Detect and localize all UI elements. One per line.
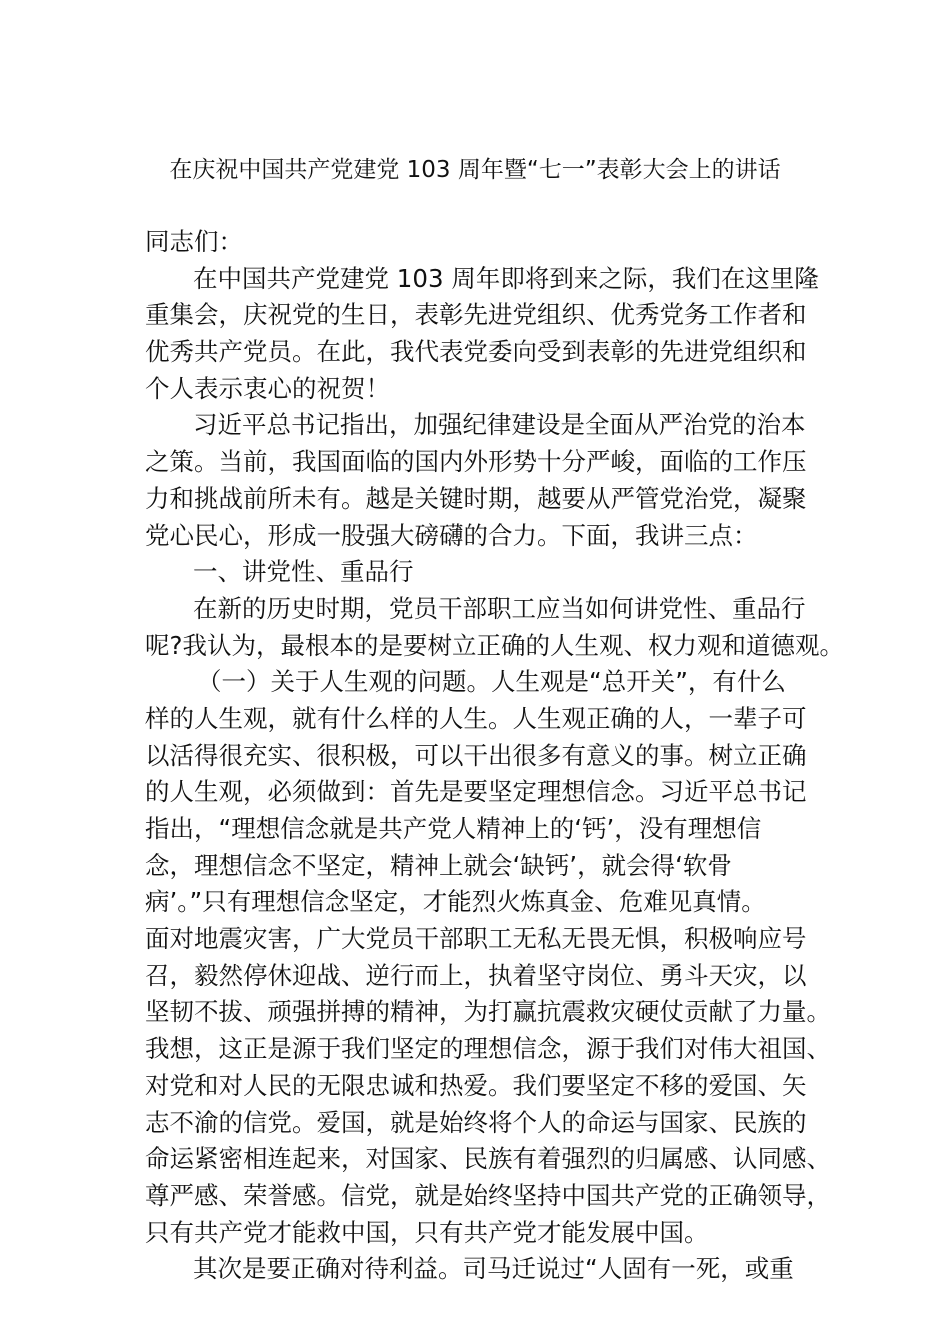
- body-line: 力和挑战前所未有。越是关键时期，越要从严管党治党，凝聚: [145, 483, 807, 513]
- document-title: 在庆祝中国共产党建党 103 周年暨“七一”表彰大会上的讲话: [169, 157, 781, 183]
- body-line: 在新的历史时期，党员干部职工应当如何讲党性、重品行: [193, 593, 806, 623]
- body-line: 召，毅然停休迎战、逆行而上，执着坚守岗位、勇斗天灾，以: [145, 960, 807, 990]
- body-line: 重集会，庆祝党的生日，表彰先进党组织、优秀党务工作者和: [145, 300, 807, 330]
- body-line: 党心民心，形成一股强大磅礴的合力。下面，我讲三点：: [145, 520, 758, 550]
- body-line: 念，理想信念不坚定，精神上就会‘缺钙’，就会得‘软骨: [145, 850, 732, 880]
- body-line: 指出，“理想信念就是共产党人精神上的‘钙’，没有理想信: [145, 814, 762, 843]
- body-line: （一）关于人生观的问题。人生观是“总开关”，有什么: [197, 667, 786, 697]
- body-line: 尊严感、荣誉感。信党，就是始终坚持中国共产党的正确领导，: [145, 1180, 831, 1210]
- body-line: 在中国共产党建党 103 周年即将到来之际，我们在这里隆: [193, 263, 819, 293]
- body-line: 病’。”只有理想信念坚定，才能烈火炼真金、危难见真情。: [145, 887, 766, 917]
- body-line: 优秀共产党员。在此，我代表党委向受到表彰的先进党组织和: [145, 337, 807, 367]
- body-line: 个人表示衷心的祝贺！: [145, 373, 390, 403]
- body-line: 同志们：: [145, 227, 243, 256]
- body-line: 呢?我认为，最根本的是要树立正确的人生观、权力观和道德观。: [145, 630, 845, 660]
- body-line: 样的人生观，就有什么样的人生。人生观正确的人，一辈子可: [145, 703, 807, 733]
- body-line: 我想，这正是源于我们坚定的理想信念，源于我们对伟大祖国、: [145, 1034, 831, 1064]
- body-line: 命运紧密相连起来，对国家、民族有着强烈的归属感、认同感、: [145, 1144, 831, 1174]
- body-line: 的人生观，必须做到：首先是要坚定理想信念。习近平总书记: [145, 777, 807, 807]
- document-body: [145, 224, 845, 1288]
- body-line: 习近平总书记指出，加强纪律建设是全面从严治党的治本: [193, 410, 806, 440]
- body-line: 以活得很充实、很积极，可以干出很多有意义的事。树立正确: [145, 740, 807, 770]
- body-line: 其次是要正确对待利益。司马迁说过“人固有一死，或重: [193, 1254, 794, 1284]
- section-heading: 一、讲党性、重品行: [193, 557, 414, 587]
- body-line: 只有共产党才能救中国，只有共产党才能发展中国。: [145, 1217, 709, 1247]
- body-line: 志不渝的信党。爱国，就是始终将个人的命运与国家、民族的: [145, 1107, 807, 1137]
- body-line: 之策。当前，我国面临的国内外形势十分严峻，面临的工作压: [145, 447, 807, 477]
- body-line: 对党和对人民的无限忠诚和热爱。我们要坚定不移的爱国、矢: [145, 1070, 807, 1100]
- body-line: 坚韧不拔、顽强拼搏的精神，为打赢抗震救灾硬仗贡献了力量。: [145, 997, 831, 1027]
- body-line: 面对地震灾害，广大党员干部职工无私无畏无惧，积极响应号: [145, 924, 807, 954]
